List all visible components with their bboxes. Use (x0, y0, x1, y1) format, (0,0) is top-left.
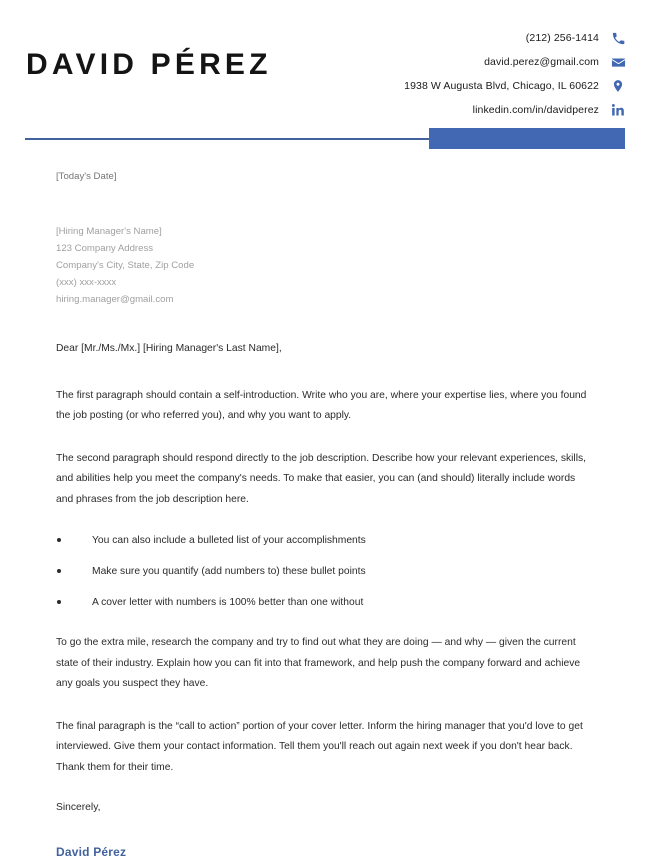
list-item (56, 563, 592, 580)
contact-item-linkedin[interactable] (296, 98, 626, 122)
bullet-dot-icon (57, 600, 61, 604)
map-pin-icon (610, 78, 626, 94)
contact-address-text: 1938 W Augusta Blvd, Chicago, IL 60622 (404, 80, 599, 92)
divider-accent-block (429, 128, 625, 149)
letter-body (56, 170, 592, 859)
contact-linkedin-text: linkedin.com/in/davidperez (472, 104, 599, 116)
list-item (56, 532, 592, 549)
linkedin-icon (610, 102, 626, 118)
recipient-line: hiring.manager@gmail.com (56, 294, 174, 306)
closing-line: Sincerely, (56, 802, 101, 814)
list-item-label: A cover letter with numbers is 100% better than one without (92, 597, 364, 609)
contact-item-phone[interactable] (296, 26, 626, 50)
contact-info-list (296, 26, 626, 122)
bullet-dot-icon (57, 538, 61, 542)
contact-phone-text: (212) 256-1414 (525, 32, 599, 44)
body-paragraph-1: The first paragraph should contain a self-introduction. Write who you are, where your expertise lies, where you found the job posting (or who referred you), and why you want to apply. (56, 389, 587, 422)
list-item-label: Make sure you quantify (add numbers to) these bullet points (92, 566, 366, 578)
contact-email-text: david.perez@gmail.com (484, 56, 599, 68)
contact-item-address[interactable] (296, 74, 626, 98)
recipient-line: [Hiring Manager's Name] (56, 226, 162, 238)
list-item (56, 594, 592, 611)
recipient-line: Company's City, State, Zip Code (56, 260, 195, 272)
signature-name: David Pérez (56, 844, 127, 859)
recipient-line: 123 Company Address (56, 243, 154, 255)
letter-date: [Today's Date] (56, 171, 117, 182)
page-title: DAVID PÉREZ (26, 48, 272, 81)
divider-thin-line (25, 138, 431, 140)
salutation: Dear [Mr./Ms./Mx.] [Hiring Manager's Last Name], (56, 343, 282, 355)
contact-item-email[interactable] (296, 50, 626, 74)
recipient-address-block (56, 223, 592, 308)
list-item-label: You can also include a bulleted list of your accomplishments (92, 535, 366, 547)
envelope-icon (610, 54, 626, 70)
header-divider (0, 128, 650, 152)
body-paragraph-4: The final paragraph is the “call to action” portion of your cover letter. Inform the hiring manager that you'd love to get interviewed. Give them your contact information. Tell them you'll reach out again next week if you don't hear back. Thank them for their time. (56, 720, 583, 773)
recipient-line: (xxx) xxx-xxxx (56, 277, 117, 289)
bullet-dot-icon (57, 569, 61, 573)
accomplishments-list (56, 532, 592, 611)
phone-icon (610, 30, 626, 46)
body-paragraph-3: To go the extra mile, research the company and try to find out what they are doing — and why — given the current state of their industry. Explain how you can fit into that framework, and help push the company forward and achieve any goals you suspect they have. (56, 637, 581, 690)
body-paragraph-2: The second paragraph should respond directly to the job description. Describe how your relevant experiences, skills, and abilities help you meet the company's needs. To make that easier, you can (and should) literally include words and phrases from the job description here. (56, 452, 587, 505)
